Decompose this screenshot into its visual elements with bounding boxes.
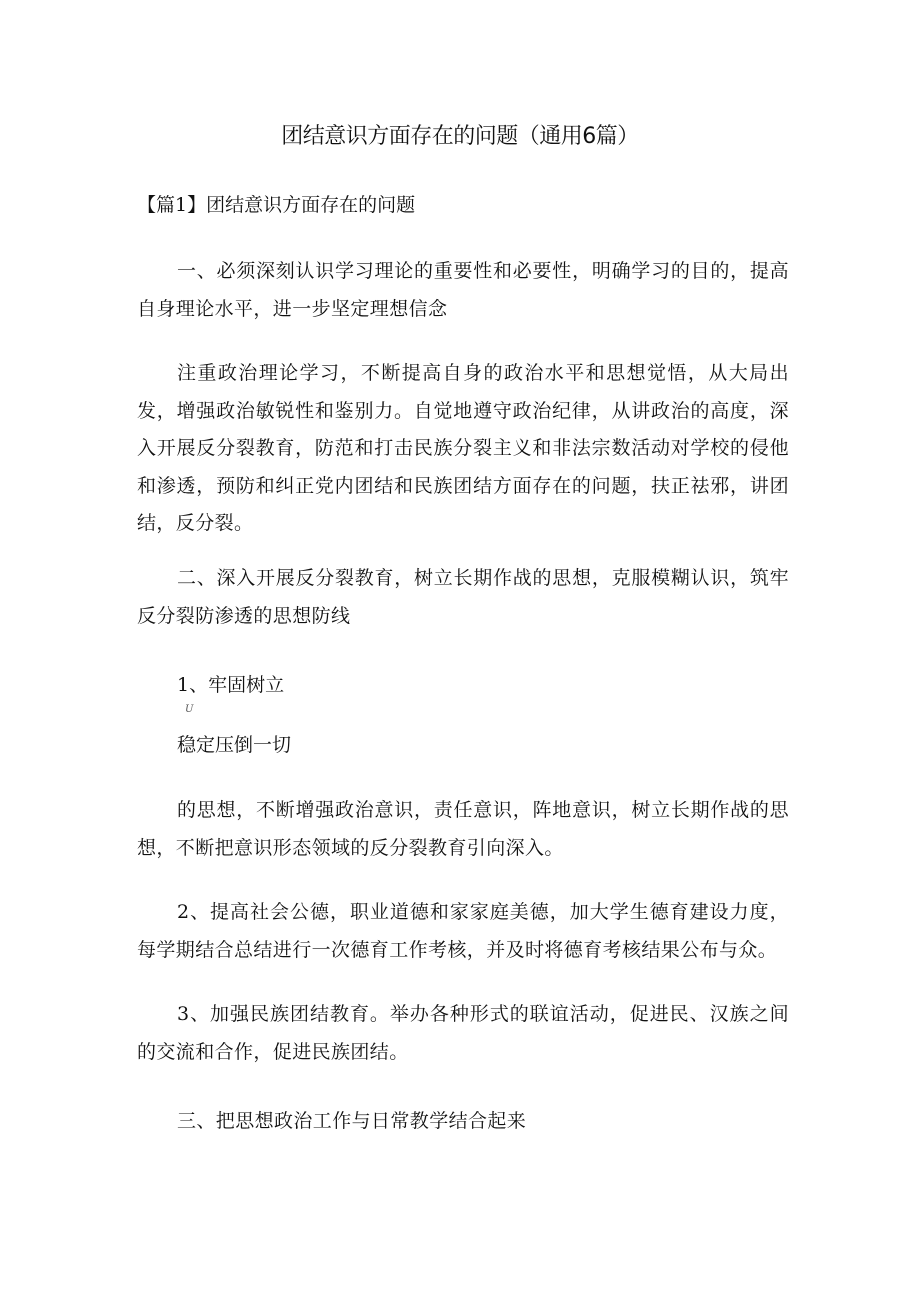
item-1-line-1: 1、牢固树立 xyxy=(177,674,285,696)
paragraph-2: 注重政治理论学习，不断提高自身的政治水平和思想觉悟，从大局出发，增强政治敏锐性和鉴别力。自觉地遵守政治纪律，从讲政治的高度，深入开展反分裂教育，防范和打击民族分裂主义和非法宗数活动对学校的侵他和渗透，预防和纠正党内团结和民族团结方面存在的问题，扶正祛邪，讲团结，反分裂。 xyxy=(137,362,789,534)
paragraph-7: 3、加强民族团结教育。举办各种形式的联谊活动，促进民、汉族之间的交流和合作，促进民族团结。 xyxy=(137,1003,789,1063)
item-1-line-2: 稳定压倒一切 xyxy=(177,734,292,756)
stray-mark: U xyxy=(185,704,194,715)
paragraph-3: 二、深入开展反分裂教育，树立长期作战的思想，克服模糊认识，筑牢反分裂防渗透的思想防线 xyxy=(137,567,789,627)
document-title: 团结意识方面存在的问题（通用6篇） xyxy=(281,124,639,149)
paragraph-1: 一、必须深刻认识学习理论的重要性和必要性，明确学习的目的，提高自身理论水平，进一步坚定理想信念 xyxy=(137,260,789,320)
paragraph-6: 2、提高社会公德，职业道德和家家庭美德，加大学生德育建设力度，每学期结合总结进行一次德育工作考核，并及时将德育考核结果公布与众。 xyxy=(137,901,789,961)
section-heading: 【篇1】团结意识方面存在的问题 xyxy=(137,194,416,216)
paragraph-8: 三、把思想政治工作与日常教学结合起来 xyxy=(177,1110,527,1132)
paragraph-5: 的思想，不断增强政治意识，责任意识，阵地意识，树立长期作战的思想，不断把意识形态领域的反分裂教育引向深入。 xyxy=(137,799,789,859)
